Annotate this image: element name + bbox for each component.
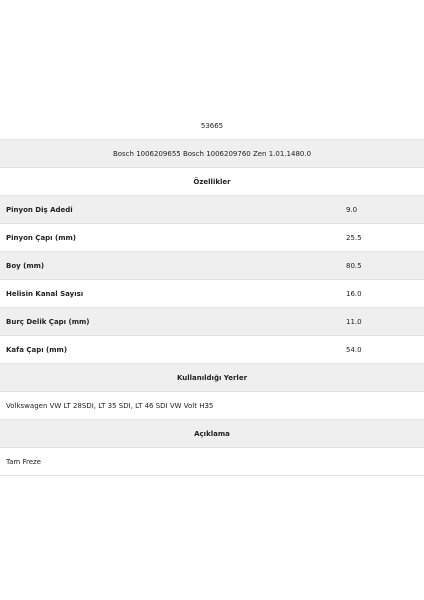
product-code: 53665 — [200, 121, 224, 130]
references-row — [0, 140, 424, 168]
description-header-row — [0, 420, 424, 448]
usage-header: Kullanıldığı Yerler — [176, 373, 248, 382]
feature-value: 54.0 — [346, 345, 362, 354]
description-row — [0, 448, 424, 476]
references: Bosch 1006209655 Bosch 1006209760 Zen 1.01.1480.0 — [112, 149, 312, 158]
feature-value: 9.0 — [346, 205, 358, 214]
features-header: Özellikler — [193, 177, 231, 186]
features-header-row — [0, 168, 424, 196]
description-header: Açıklama — [194, 429, 230, 438]
feature-label: Helisin Kanal Sayısı — [6, 289, 84, 298]
feature-label: Pinyon Çapı (mm) — [6, 233, 76, 242]
usage-row — [0, 392, 424, 420]
feature-label: Burç Delik Çapı (mm) — [6, 317, 90, 326]
feature-value: 11.0 — [346, 317, 362, 326]
feature-label: Boy (mm) — [6, 261, 45, 270]
description-text: Tam Freze — [6, 457, 41, 466]
feature-value: 80.5 — [346, 261, 362, 270]
usage-text: Volkswagen VW LT 28SDI, LT 35 SDI, LT 46 SDI VW Volt H35 — [6, 401, 214, 410]
usage-header-row — [0, 364, 424, 392]
spec-sheet — [0, 112, 424, 476]
feature-row — [0, 196, 424, 224]
feature-label: Pinyon Diş Adedi — [6, 205, 73, 214]
feature-label: Kafa Çapı (mm) — [6, 345, 68, 354]
feature-row — [0, 280, 424, 308]
feature-row — [0, 336, 424, 364]
feature-value: 25.5 — [346, 233, 362, 242]
feature-row — [0, 308, 424, 336]
feature-value: 16.0 — [346, 289, 362, 298]
feature-row — [0, 252, 424, 280]
product-code-row — [0, 112, 424, 140]
feature-row — [0, 224, 424, 252]
